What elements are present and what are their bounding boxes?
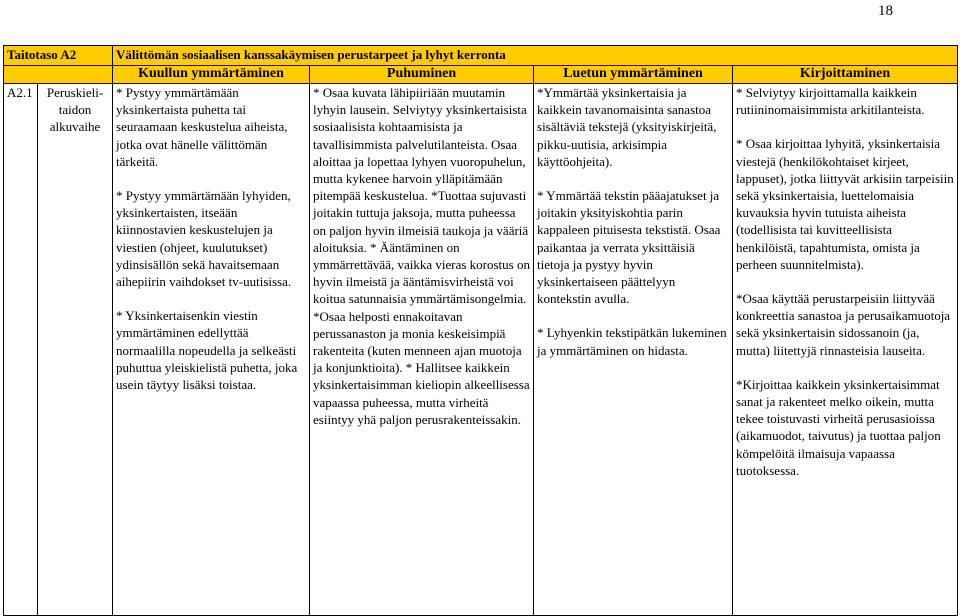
page-number: 18 xyxy=(878,3,893,19)
level-code: A2.1 xyxy=(4,84,38,616)
listening-cell xyxy=(113,84,310,616)
listening-paragraph-3: * Yksinkertaisenkin viestin ymmärtäminen edellyttää normaalilla nopeudella ja selkeästi puhuttua yleiskielistä puhetta, joka usein täytyy lisäksi toistaa. xyxy=(116,308,298,393)
header-speaking: Puhuminen xyxy=(310,66,534,84)
header-spacer xyxy=(4,66,113,84)
level-code-header: Taitotaso A2 xyxy=(4,46,113,66)
level-name: Peruskieli-taidon alkuvaihe xyxy=(38,84,113,616)
reading-paragraph-1: *Ymmärtää yksinkertaisia ja kaikkein tavanomaisinta sanastoa sisältäviä tekstejä (yksityiskirjeitä, pikku-uutisia, arkisimpia käyttöohjeita). xyxy=(537,85,717,169)
reading-paragraph-2: * Ymmärtää tekstin pääajatukset ja joitakin yksityiskohtia parin kappaleen pituisesta tekstistä. Osaa paikantaa ja verrata yksittäisiä tietoja ja pystyy hyvin yksinkertaiseen päättelyyn kontekstin avulla. xyxy=(537,188,721,307)
speaking-paragraph: * Osaa kuvata lähipiiriään muutamin lyhyin lausein. Selviytyy yksinkertaisista sosiaalisista kohtaamisista ja tavallisimmista palvelutilanteista. Osaa aloittaa ja lopettaa lyhyen vuoropuhelun, mutta kykenee harvoin ylläpitämään pitempää keskustelua. *Tuottaa sujuvasti joitakin tuttuja jaksoja, mutta puheessa on paljon hyvin ilmeisiä taukoja ja vääriä aloituksia. * Ääntäminen on ymmärrettävää, vaikka vieras korostus on hyvin ilmeistä ja ääntämisvirheistä voi koitua satunnaisia ymmärtämisongelmia. *Osaa helposti ennakoitavan perussanaston ja monia keskeisimpiä rakenteita (kuten menneen ajan muotoja ja konjunktioita). * Hallitsee kaikkein yksinkertaisimman kieliopin alkeellisessa vapaassa puheessa, mutta virheitä esiintyy yhä paljon perusrakenteissakin. xyxy=(313,85,530,427)
skill-header-row xyxy=(4,66,958,84)
speaking-cell xyxy=(310,84,534,616)
reading-paragraph-3: * Lyhyenkin tekstipätkän lukeminen ja ymmärtäminen on hidasta. xyxy=(537,325,727,358)
listening-paragraph-1: * Pystyy ymmärtämään yksinkertaista puhetta tai seuraamaan keskustelua aiheista, jotka ovat hänelle välittömän tärkeitä. xyxy=(116,85,288,169)
listening-paragraph-2: * Pystyy ymmärtämään lyhyiden, yksinkertaisten, itseään kiinnostavien keskustelujen ja viestien (ohjeet, kuulutukset) ydinsisällön sekä havaitsemaan aihepiirin vaihdokset tv-uutisissa. xyxy=(116,188,292,290)
writing-cell xyxy=(733,84,958,616)
reading-cell xyxy=(534,84,733,616)
level-row-a2-1 xyxy=(4,84,958,616)
writing-paragraph-1: * Selviytyy kirjoittamalla kaikkein rutiininomaisimmista arkitilanteista. xyxy=(736,85,925,118)
header-writing: Kirjoittaminen xyxy=(733,66,958,84)
writing-paragraph-4: *Kirjoittaa kaikkein yksinkertaisimmat sanat ja rakenteet melko oikein, mutta tekee toistuvasti virheitä perusasioissa (aikamuodot, taivutus) ja tuottaa paljon kömpelöitä ilmaisuja vapaassa tuotoksessa. xyxy=(736,376,941,478)
level-title-row xyxy=(4,46,958,66)
level-title: Välittömän sosiaalisen kanssakäymisen perustarpeet ja lyhyt kerronta xyxy=(113,46,958,66)
header-listening: Kuullun ymmärtäminen xyxy=(113,66,310,84)
skill-level-table xyxy=(3,45,958,616)
writing-paragraph-3: *Osaa käyttää perustarpeisiin liittyvää konkreettia sanastoa ja perusaikamuotoja sekä yksinkertaisin sidossanoin (ja, mutta) liitettyjä rinnasteisia lauseita. xyxy=(736,291,951,358)
header-reading: Luetun ymmärtäminen xyxy=(534,66,733,84)
writing-paragraph-2: * Osaa kirjoittaa lyhyitä, yksinkertaisia viestejä (henkilökohtaiset kirjeet, lappuset), jotka liittyvät arkisiin tarpeisiin sekä yksinkertaisia, luettelomaisia kuvauksia hyvin tutuista aiheista (todellisista tai kuvitteellisista henkilöistä, tapahtumista, omista ja perheen suunnitelmista). xyxy=(736,136,954,272)
